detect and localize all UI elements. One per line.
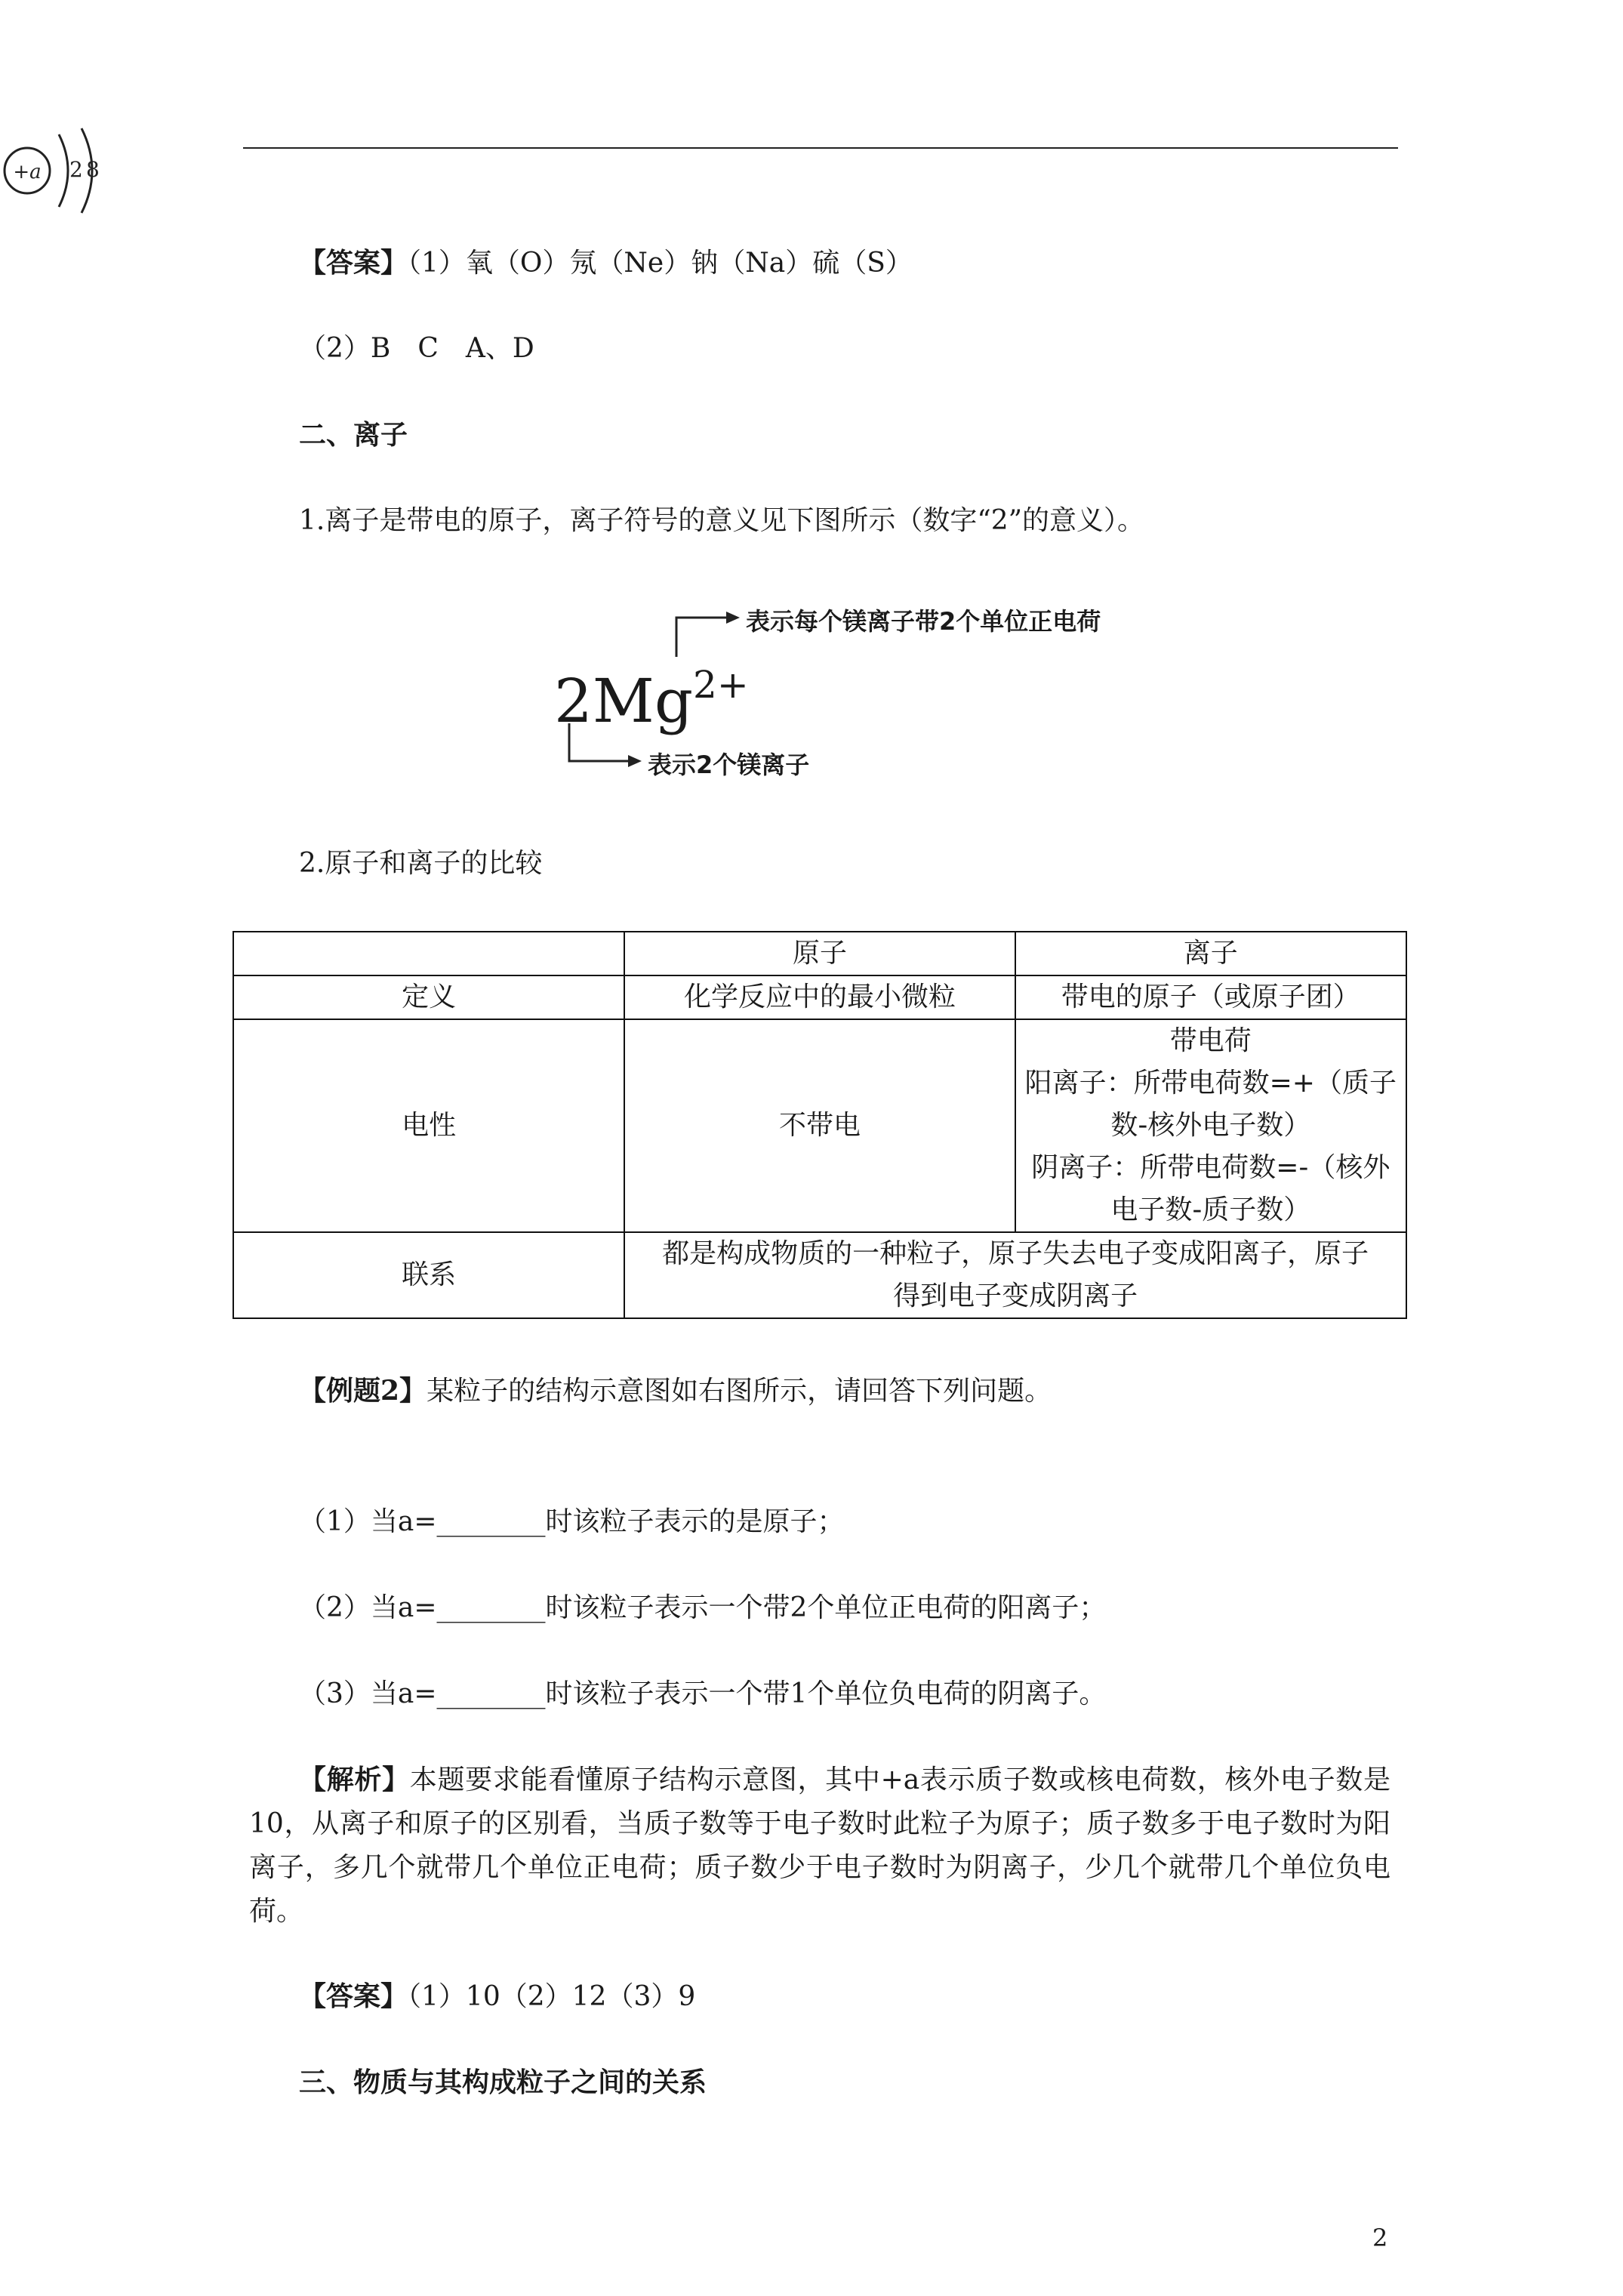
example-2-prompt xyxy=(299,1376,1052,1407)
upper-note: 表示每个镁离子带2个单位正电荷 xyxy=(746,607,1101,636)
example-text: 某粒子的结构示意图如右图所示，请回答下列问题。 xyxy=(427,1376,1052,1407)
electron-shell-1 xyxy=(59,134,68,207)
answer-label: 【答案】 xyxy=(299,247,408,279)
ion-charge: 2+ xyxy=(693,663,749,707)
section-2-heading: 二、离子 xyxy=(299,419,408,451)
charge-ion-line: 阳离子：所带电荷数=+（质子 xyxy=(1024,1068,1397,1099)
relation-text xyxy=(624,1232,1406,1318)
page-number: 2 xyxy=(1372,2224,1388,2252)
ion-element: Mg xyxy=(592,666,694,736)
table-header-atom: 原子 xyxy=(624,932,1015,975)
ion-coefficient: 2 xyxy=(554,666,593,736)
analysis-paragraph xyxy=(249,1758,1390,1934)
table-header-cell-empty xyxy=(233,932,624,975)
answer-1-line-1 xyxy=(299,248,913,279)
charge-label: 电性 xyxy=(233,1019,624,1232)
table-row-charge xyxy=(233,1019,1406,1232)
ion-symbol xyxy=(554,651,749,735)
charge-ion-line: 电子数-质子数） xyxy=(1110,1194,1311,1225)
lower-arrowhead xyxy=(628,755,642,767)
atom-ion-comparison-table xyxy=(233,931,1407,1319)
shell-2-count: 8 xyxy=(86,157,100,182)
question-3: （3）当a=________时该粒子表示一个带1个单位负电荷的阴离子。 xyxy=(299,1678,1107,1709)
charge-ion-line: 数-核外电子数） xyxy=(1110,1110,1311,1141)
question-2: （2）当a=________时该粒子表示一个带2个单位正电荷的阳离子； xyxy=(299,1592,1107,1623)
charge-ion-line: 带电荷 xyxy=(1169,1025,1252,1056)
answer-1-text: （1）氧（O）氖（Ne）钠（Na）硫（S） xyxy=(408,248,913,279)
answer-2-text: （1）10（2）12（3）9 xyxy=(408,1981,696,2012)
nucleus-label: +a xyxy=(13,161,42,183)
upper-arrowhead xyxy=(726,612,740,624)
shell-1-count: 2 xyxy=(69,157,83,182)
answer-label: 【答案】 xyxy=(299,1980,408,2012)
charge-atom: 不带电 xyxy=(624,1019,1015,1232)
table-row-relation xyxy=(233,1232,1406,1318)
header-rule xyxy=(243,147,1398,149)
definition-ion: 带电的原子（或原子团） xyxy=(1015,975,1406,1019)
lower-note: 表示2个镁离子 xyxy=(648,750,810,779)
example-label: 【例题2】 xyxy=(299,1375,427,1407)
question-1: （1）当a=________时该粒子表示的是原子； xyxy=(299,1506,845,1537)
analysis-label: 【解析】 xyxy=(299,1764,410,1795)
charge-ion-line: 阴离子：所带电荷数=-（核外 xyxy=(1031,1152,1390,1183)
relation-label: 联系 xyxy=(233,1232,624,1318)
table-row-definition xyxy=(233,975,1406,1019)
section-3-heading: 三、物质与其构成粒子之间的关系 xyxy=(299,2066,707,2098)
table-header-row xyxy=(233,932,1406,975)
definition-atom: 化学反应中的最小微粒 xyxy=(624,975,1015,1019)
analysis-text: 本题要求能看懂原子结构示意图，其中+a表示质子数或核电荷数，核外电子数是10，从离子和原子的区别看，当质子数等于电子数时此粒子为原子；质子数多于电子数时为阳离子，多几个就带几个单位正电荷；质子数少于电子数时为阴离子，少几个就带几个单位负电荷。 xyxy=(249,1764,1390,1927)
answer-1-line-2: （2）B C A、D xyxy=(299,333,534,364)
section-2-point-1: 1.离子是带电的原子，离子符号的意义见下图所示（数字“2”的意义）。 xyxy=(299,505,1145,536)
section-2-point-2: 2.原子和离子的比较 xyxy=(299,848,543,879)
relation-line: 得到电子变成阴离子 xyxy=(893,1281,1138,1311)
ion-symbol-diagram xyxy=(528,589,1208,800)
answer-2 xyxy=(299,1981,695,2012)
definition-label: 定义 xyxy=(233,975,624,1019)
relation-line: 都是构成物质的一种粒子，原子失去电子变成阳离子，原子 xyxy=(662,1238,1369,1269)
charge-ion xyxy=(1015,1019,1406,1232)
table-header-ion: 离子 xyxy=(1015,932,1406,975)
atom-structure-diagram xyxy=(0,121,113,227)
